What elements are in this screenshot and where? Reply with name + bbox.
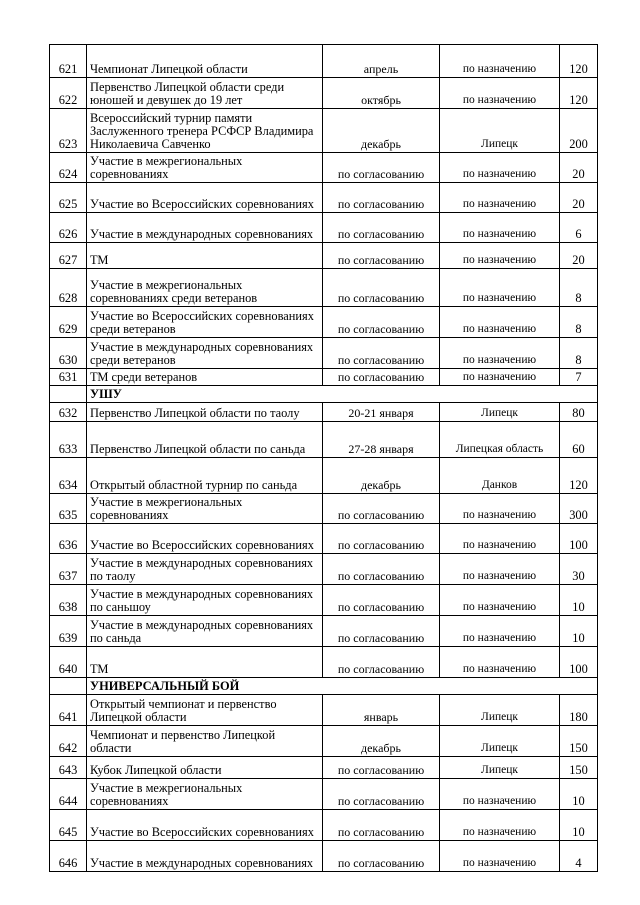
row-number: 632 (50, 403, 87, 422)
section-header-row (50, 678, 598, 695)
event-place: Липецк (440, 109, 560, 153)
table-row (50, 153, 598, 183)
event-date: декабрь (323, 109, 440, 153)
row-number: 628 (50, 269, 87, 307)
row-number: 636 (50, 524, 87, 554)
participant-count: 6 (560, 213, 598, 243)
row-number: 641 (50, 695, 87, 726)
event-date: январь (323, 695, 440, 726)
event-name: ТМ среди ветеранов (87, 369, 323, 386)
event-place: Липецк (440, 726, 560, 757)
event-place: по назначению (440, 585, 560, 616)
event-date: по согласованию (323, 213, 440, 243)
event-name: Участие в межрегиональных соревнованиях (87, 779, 323, 810)
event-name: Участие во Всероссийских соревнованиях (87, 183, 323, 213)
table-row (50, 422, 598, 458)
events-table-body (50, 45, 598, 872)
table-row (50, 183, 598, 213)
participant-count: 180 (560, 695, 598, 726)
row-number: 626 (50, 213, 87, 243)
participant-count: 8 (560, 307, 598, 338)
participant-count: 10 (560, 779, 598, 810)
table-row (50, 757, 598, 779)
row-number: 625 (50, 183, 87, 213)
participant-count: 20 (560, 183, 598, 213)
event-date: по согласованию (323, 779, 440, 810)
event-date: по согласованию (323, 153, 440, 183)
participant-count: 10 (560, 810, 598, 841)
table-row (50, 841, 598, 872)
table-row (50, 45, 598, 78)
event-date: по согласованию (323, 369, 440, 386)
table-row (50, 494, 598, 524)
section-number-cell (50, 386, 87, 403)
table-row (50, 695, 598, 726)
event-place: по назначению (440, 183, 560, 213)
event-name: Кубок Липецкой области (87, 757, 323, 779)
event-place: по назначению (440, 779, 560, 810)
row-number: 640 (50, 647, 87, 678)
event-date: по согласованию (323, 554, 440, 585)
event-date: по согласованию (323, 810, 440, 841)
event-place: по назначению (440, 841, 560, 872)
row-number: 627 (50, 243, 87, 269)
table-row (50, 779, 598, 810)
event-place: по назначению (440, 494, 560, 524)
row-number: 622 (50, 78, 87, 109)
event-name: Чемпионат Липецкой области (87, 45, 323, 78)
row-number: 629 (50, 307, 87, 338)
participant-count: 150 (560, 726, 598, 757)
event-name: Участие в международных соревнованиях по саньда (87, 616, 323, 647)
row-number: 646 (50, 841, 87, 872)
section-title: УШУ (87, 386, 598, 403)
event-name: Первенство Липецкой области среди юношей и девушек до 19 лет (87, 78, 323, 109)
event-place: по назначению (440, 554, 560, 585)
event-name: Участие в межрегиональных соревнованиях среди ветеранов (87, 269, 323, 307)
participant-count: 120 (560, 45, 598, 78)
row-number: 621 (50, 45, 87, 78)
section-title: УНИВЕРСАЛЬНЫЙ БОЙ (87, 678, 598, 695)
event-date: по согласованию (323, 585, 440, 616)
event-place: по назначению (440, 78, 560, 109)
table-row (50, 616, 598, 647)
table-row (50, 647, 598, 678)
participant-count: 80 (560, 403, 598, 422)
event-date: декабрь (323, 458, 440, 494)
participant-count: 20 (560, 243, 598, 269)
event-date: по согласованию (323, 757, 440, 779)
event-date: по согласованию (323, 494, 440, 524)
event-name: Чемпионат и первенство Липецкой области (87, 726, 323, 757)
participant-count: 100 (560, 524, 598, 554)
participant-count: 300 (560, 494, 598, 524)
participant-count: 7 (560, 369, 598, 386)
event-date: по согласованию (323, 183, 440, 213)
event-date: по согласованию (323, 307, 440, 338)
table-row (50, 726, 598, 757)
event-name: Открытый областной турнир по саньда (87, 458, 323, 494)
event-date: по согласованию (323, 616, 440, 647)
table-row (50, 78, 598, 109)
event-date: по согласованию (323, 524, 440, 554)
table-row (50, 369, 598, 386)
event-date: октябрь (323, 78, 440, 109)
event-name: Первенство Липецкой области по таолу (87, 403, 323, 422)
event-place: по назначению (440, 616, 560, 647)
event-place: по назначению (440, 307, 560, 338)
participant-count: 10 (560, 585, 598, 616)
table-row (50, 307, 598, 338)
event-name: Участие в межрегиональных соревнованиях (87, 494, 323, 524)
event-place: по назначению (440, 213, 560, 243)
event-name: Участие в международных соревнованиях (87, 841, 323, 872)
participant-count: 8 (560, 338, 598, 369)
event-name: ТМ (87, 243, 323, 269)
table-row (50, 269, 598, 307)
event-place: Липецк (440, 695, 560, 726)
event-name: Участие в международных соревнованиях среди ветеранов (87, 338, 323, 369)
row-number: 637 (50, 554, 87, 585)
event-place: по назначению (440, 369, 560, 386)
participant-count: 200 (560, 109, 598, 153)
table-row (50, 403, 598, 422)
table-row (50, 213, 598, 243)
row-number: 645 (50, 810, 87, 841)
participant-count: 8 (560, 269, 598, 307)
event-place: по назначению (440, 153, 560, 183)
row-number: 638 (50, 585, 87, 616)
row-number: 639 (50, 616, 87, 647)
section-number-cell (50, 678, 87, 695)
event-place: по назначению (440, 524, 560, 554)
event-name: Первенство Липецкой области по саньда (87, 422, 323, 458)
row-number: 634 (50, 458, 87, 494)
event-name: Участие в международных соревнованиях по саньшоу (87, 585, 323, 616)
row-number: 623 (50, 109, 87, 153)
row-number: 630 (50, 338, 87, 369)
event-name: Участие в межрегиональных соревнованиях (87, 153, 323, 183)
table-row (50, 109, 598, 153)
row-number: 642 (50, 726, 87, 757)
table-row (50, 458, 598, 494)
event-date: по согласованию (323, 243, 440, 269)
row-number: 643 (50, 757, 87, 779)
row-number: 624 (50, 153, 87, 183)
participant-count: 4 (560, 841, 598, 872)
event-name: Участие во Всероссийских соревнованиях (87, 524, 323, 554)
row-number: 635 (50, 494, 87, 524)
event-date: по согласованию (323, 841, 440, 872)
event-place: Данков (440, 458, 560, 494)
event-name: Участие в международных соревнованиях (87, 213, 323, 243)
event-date: 20-21 января (323, 403, 440, 422)
table-row (50, 810, 598, 841)
participant-count: 120 (560, 458, 598, 494)
event-place: по назначению (440, 338, 560, 369)
event-date: 27-28 января (323, 422, 440, 458)
table-row (50, 338, 598, 369)
event-place: Липецк (440, 757, 560, 779)
event-name: Открытый чемпионат и первенство Липецкой области (87, 695, 323, 726)
event-place: по назначению (440, 810, 560, 841)
event-name: Участие в международных соревнованиях по таолу (87, 554, 323, 585)
participant-count: 100 (560, 647, 598, 678)
event-name: Участие во Всероссийских соревнованиях (87, 810, 323, 841)
event-place: Липецк (440, 403, 560, 422)
participant-count: 150 (560, 757, 598, 779)
event-place: по назначению (440, 243, 560, 269)
participant-count: 120 (560, 78, 598, 109)
table-row (50, 524, 598, 554)
event-name: Участие во Всероссийских соревнованиях среди ветеранов (87, 307, 323, 338)
section-header-row (50, 386, 598, 403)
event-name: ТМ (87, 647, 323, 678)
event-date: декабрь (323, 726, 440, 757)
event-place: по назначению (440, 45, 560, 78)
row-number: 631 (50, 369, 87, 386)
events-table (49, 44, 598, 872)
event-place: по назначению (440, 269, 560, 307)
event-place: Липецкая область (440, 422, 560, 458)
event-date: по согласованию (323, 269, 440, 307)
participant-count: 60 (560, 422, 598, 458)
event-date: по согласованию (323, 338, 440, 369)
event-name: Всероссийский турнир памяти Заслуженного тренера РСФСР Владимира Николаевича Савченко (87, 109, 323, 153)
event-date: апрель (323, 45, 440, 78)
row-number: 633 (50, 422, 87, 458)
table-row (50, 585, 598, 616)
table-row (50, 243, 598, 269)
participant-count: 30 (560, 554, 598, 585)
event-date: по согласованию (323, 647, 440, 678)
table-row (50, 554, 598, 585)
participant-count: 20 (560, 153, 598, 183)
participant-count: 10 (560, 616, 598, 647)
event-place: по назначению (440, 647, 560, 678)
row-number: 644 (50, 779, 87, 810)
